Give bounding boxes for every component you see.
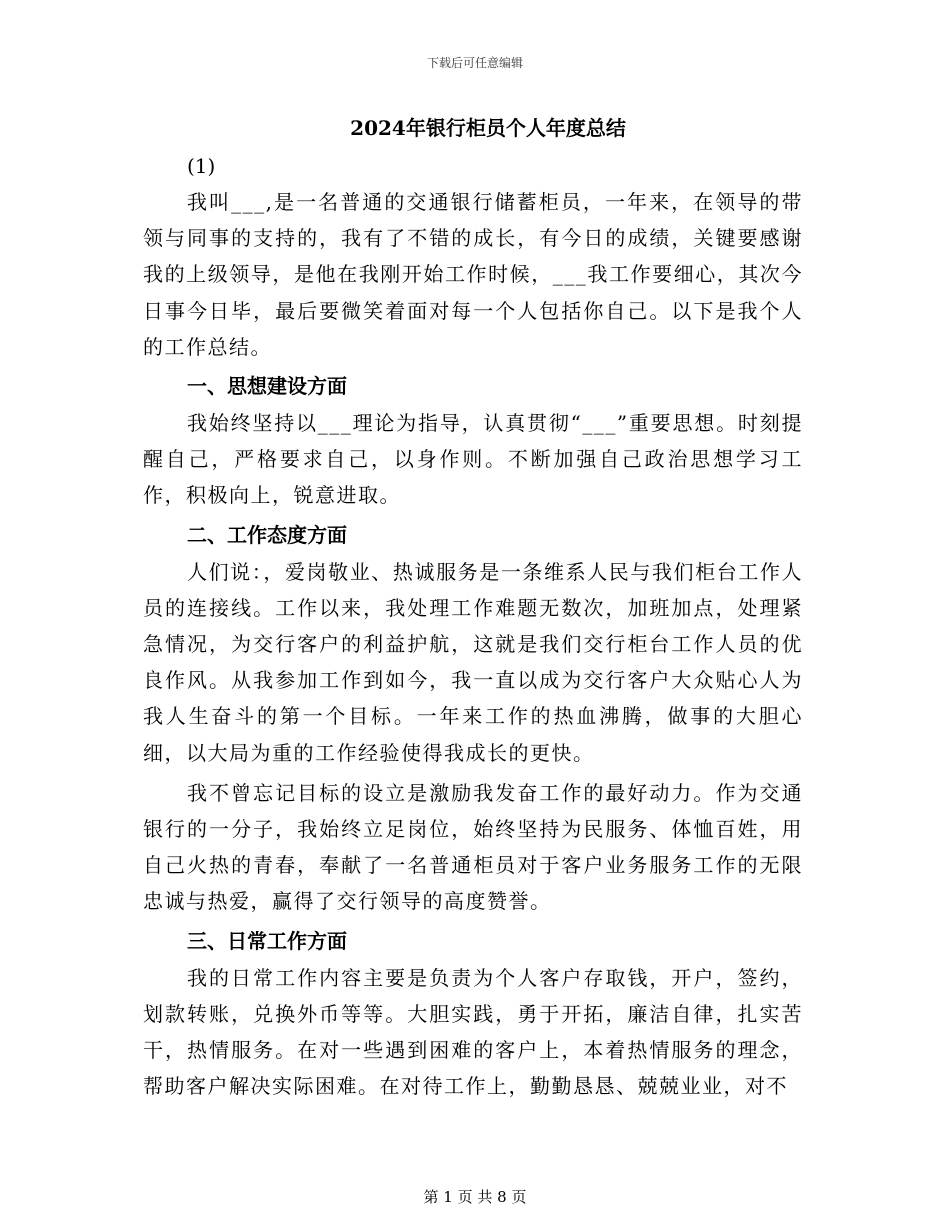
section-heading: 二、工作态度方面 [187,522,347,547]
section-paragraph: 我始终坚持以___理论为指导，认真贯彻“___”重要思想。时刻提醒自己，严格要求自己，以身作则。不断加强自己政治思想学习工作，积极向上，锐意进取。 [143,411,803,508]
section-paragraph: 人们说：，爱岗敬业、热诚服务是一条维系人民与我们柜台工作人员的连接线。工作以来，我处理工作难题无数次，加班加点，处理紧急情况，为交行客户的利益护航，这就是我们交行柜台工作人员的优良作风。从我参加工作到如今，我一直以成为交行客户大众贴心人为我人生奋斗的第一个目标。一年来工作的热血沸腾，做事的大胆心细，以大局为重的工作经验使得我成长的更快。 [143,559,803,765]
document-body [143,108,803,1104]
section-paragraph: 我的日常工作内容主要是负责为个人客户存取钱，开户，签约，划款转账，兑换外币等等。大胆实践，勇于开拓，廉洁自律，扎实苦干，热情服务。在对一些遇到困难的客户上，本着热情服务的理念，帮助客户解决实际困难。在对待工作上，勤勤恳恳、兢兢业业，对不 [143,965,803,1099]
section-paragraph: 我不曾忘记目标的设立是激励我发奋工作的最好动力。作为交通银行的一分子，我始终立足岗位，始终坚持为民服务、体恤百姓，用自己火热的青春，奉献了一名普通柜员对于客户业务服务工作的无限忠诚与热爱，赢得了交行领导的高度赞誉。 [143,780,803,914]
document-title: 2024年银行柜员个人年度总结 [350,116,626,140]
page-header [0,54,950,71]
header-watermark-text: 下载后可任意编辑 [426,56,523,70]
section-heading: 一、思想建设方面 [187,374,347,399]
section-daily-work [143,922,803,1105]
document-subtitle: (1) [187,154,216,178]
page-footer [0,1186,950,1207]
page-indicator: 第 1 页 共 8 页 [423,1188,527,1206]
intro-paragraph: 我叫___,是一名普通的交通银行储蓄柜员，一年来，在领导的带领与同事的支持的，我有了不错的成长，有今日的成绩，关键要感谢我的上级领导，是他在我刚开始工作时候，___我工作要细心，其次今日事今日毕，最后要微笑着面对每一个人包括你自己。以下是我个人的工作总结。 [143,190,803,359]
section-heading: 三、日常工作方面 [187,928,347,953]
section-ideology [143,367,803,514]
section-work-attitude [143,516,803,920]
